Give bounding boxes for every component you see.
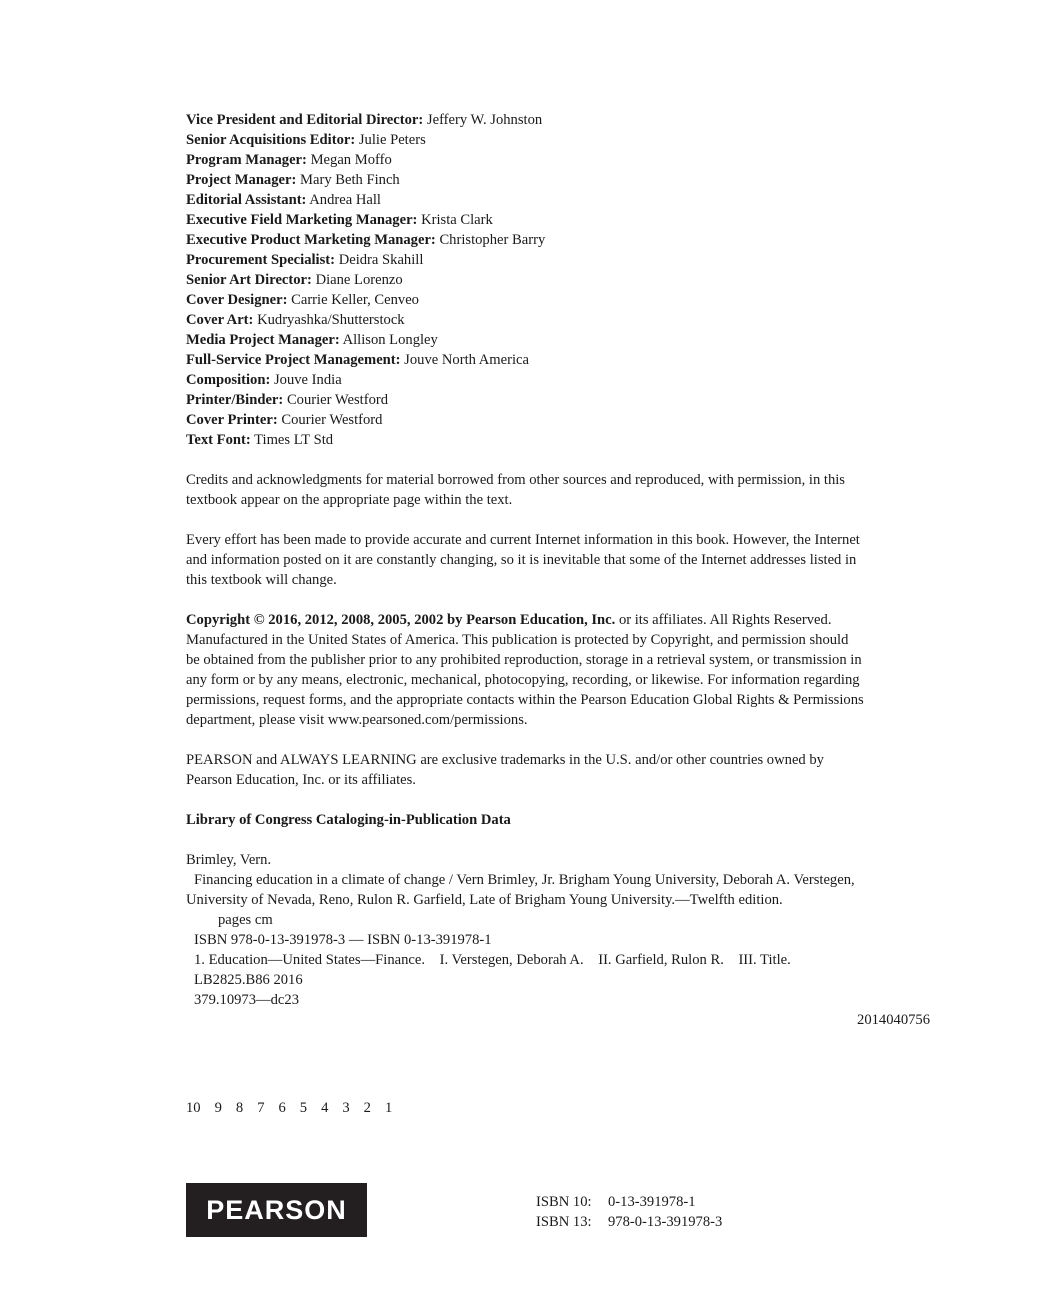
credit-line	[186, 210, 936, 230]
credit-name: Times LT Std	[254, 432, 334, 448]
credit-name: Krista Clark	[421, 212, 493, 228]
credit-role: Program Manager:	[186, 152, 307, 168]
text-line: Credits and acknowledgments for material borrowed from other sources and reproduced, with permission, in this	[186, 472, 845, 488]
credit-name: Jouve India	[273, 372, 342, 388]
copyright-page	[186, 110, 936, 1030]
credit-role: Cover Art:	[186, 312, 254, 328]
credit-line	[186, 290, 936, 310]
isbn-row	[536, 1192, 722, 1212]
credit-name: Jouve North America	[404, 352, 529, 368]
print-number: 1	[384, 1100, 393, 1116]
credit-name: Allison Longley	[342, 332, 438, 348]
credit-line	[186, 110, 936, 130]
credit-line	[186, 310, 936, 330]
cip-lc-class: LB2825.B86 2016	[194, 972, 303, 988]
print-number: 5	[299, 1100, 308, 1116]
text-line: be obtained from the publisher prior to any prohibited reproduction, storage in a retrieval system, or transmission in	[186, 652, 862, 668]
credit-name: Mary Beth Finch	[300, 172, 400, 188]
credit-role: Media Project Manager:	[186, 332, 340, 348]
isbn-label: ISBN 10:	[536, 1194, 592, 1210]
cip-subjects: 1. Education—United States—Finance. I. Verstegen, Deborah A. II. Garfield, Rulon R. III. Title.	[194, 952, 791, 968]
cip-dewey: 379.10973—dc23	[194, 992, 299, 1008]
cip-isbn: ISBN 978-0-13-391978-3 — ISBN 0-13-391978-1	[194, 932, 492, 948]
credit-role: Full-Service Project Management:	[186, 352, 401, 368]
copyright-statement: Copyright © 2016, 2012, 2008, 2005, 2002 by Pearson Education, Inc.	[186, 612, 616, 628]
cip-author: Brimley, Vern.	[186, 852, 272, 868]
isbn-label: ISBN 13:	[536, 1214, 592, 1230]
credit-line	[186, 410, 936, 430]
text-line	[186, 610, 936, 630]
isbn-value: 0-13-391978-1	[608, 1194, 696, 1210]
text-line: Pearson Education, Inc. or its affiliates.	[186, 772, 416, 788]
credit-line	[186, 330, 936, 350]
print-number: 7	[257, 1100, 265, 1116]
logo-text: PEARSON	[206, 1195, 347, 1225]
text-line: and information posted on it are constantly changing, so it is inevitable that some of the Internet addresses listed in	[186, 552, 857, 568]
print-number: 9	[214, 1100, 222, 1116]
text-line: permissions, request forms, and the appropriate contacts within the Pearson Education Global Rights & Permissions	[186, 692, 864, 708]
isbn-value: 978-0-13-391978-3	[608, 1214, 723, 1230]
credit-line	[186, 150, 936, 170]
text-line: this textbook will change.	[186, 572, 337, 588]
cip-data-block	[186, 850, 936, 1030]
credit-line	[186, 430, 936, 450]
credit-line	[186, 130, 936, 150]
credit-name: Courier Westford	[286, 392, 389, 408]
credit-role: Senior Art Director:	[186, 272, 312, 288]
credit-name: Courier Westford	[281, 412, 383, 428]
credit-line	[186, 370, 936, 390]
credit-name: Deidra Skahill	[338, 252, 424, 268]
trademark-paragraph	[186, 750, 936, 790]
credit-name: Kudryashka/Shutterstock	[257, 312, 405, 328]
credit-name: Jeffery W. Johnston	[426, 112, 543, 128]
credit-line	[186, 350, 936, 370]
pearson-logo	[186, 1183, 367, 1237]
credit-role: Executive Field Marketing Manager:	[186, 212, 418, 228]
credit-name: Julie Peters	[358, 132, 426, 148]
credit-role: Cover Designer:	[186, 292, 288, 308]
text-line: any form or by any means, electronic, mechanical, photocopying, recording, or likewise. For information regarding	[186, 672, 860, 688]
credit-name: Megan Moffo	[310, 152, 392, 168]
cip-pages: pages cm	[218, 912, 273, 928]
print-number: 8	[235, 1100, 244, 1116]
credit-line	[186, 230, 936, 250]
text-line: Manufactured in the United States of America. This publication is protected by Copyright, and permission should	[186, 632, 849, 648]
print-number: 3	[342, 1100, 350, 1116]
credit-role: Printer/Binder:	[186, 392, 284, 408]
credit-role: Procurement Specialist:	[186, 252, 336, 268]
credit-role: Executive Product Marketing Manager:	[186, 232, 436, 248]
credit-role: Cover Printer:	[186, 412, 278, 428]
credits-list	[186, 110, 936, 450]
credit-role: Text Font:	[186, 432, 251, 448]
cip-title-continued: University of Nevada, Reno, Rulon R. Garfield, Late of Brigham Young University.—Twelfth edition.	[186, 892, 783, 908]
credit-role: Editorial Assistant:	[186, 192, 307, 208]
acknowledgments-paragraph	[186, 470, 936, 510]
credit-role: Senior Acquisitions Editor:	[186, 132, 356, 148]
credit-role: Composition:	[186, 372, 271, 388]
text-line: textbook appear on the appropriate page within the text.	[186, 492, 513, 508]
print-number: 10	[186, 1100, 201, 1116]
print-number: 6	[278, 1100, 286, 1116]
cip-control-number: 2014040756	[857, 1012, 930, 1028]
cip-title: Financing education in a climate of change / Vern Brimley, Jr. Brigham Young University, Deborah A. Verstegen,	[194, 872, 855, 888]
internet-notice-paragraph	[186, 530, 936, 590]
cip-heading: Library of Congress Cataloging-in-Publication Data	[186, 812, 511, 828]
credit-line	[186, 190, 936, 210]
copyright-paragraph	[186, 610, 936, 730]
credit-role: Project Manager:	[186, 172, 297, 188]
credit-line	[186, 170, 936, 190]
text-line: department, please visit www.pearsoned.com/permissions.	[186, 712, 528, 728]
credit-line	[186, 390, 936, 410]
print-number: 4	[321, 1100, 329, 1116]
print-number: 2	[363, 1100, 371, 1116]
credit-name: Christopher Barry	[439, 232, 546, 248]
printing-number-line	[186, 1098, 406, 1118]
text-line: PEARSON and ALWAYS LEARNING are exclusive trademarks in the U.S. and/or other countries owned by	[186, 752, 824, 768]
credit-name: Andrea Hall	[309, 192, 381, 208]
isbn-row	[536, 1212, 722, 1232]
credit-line	[186, 270, 936, 290]
credit-name: Carrie Keller, Cenveo	[291, 292, 419, 308]
credit-role: Vice President and Editorial Director:	[186, 112, 424, 128]
isbn-block	[536, 1192, 722, 1232]
text-fragment: or its affiliates. All Rights Reserved.	[615, 612, 832, 628]
text-line: Every effort has been made to provide accurate and current Internet information in this book. However, the Internet	[186, 532, 860, 548]
credit-line	[186, 250, 936, 270]
credit-name: Diane Lorenzo	[315, 272, 403, 288]
